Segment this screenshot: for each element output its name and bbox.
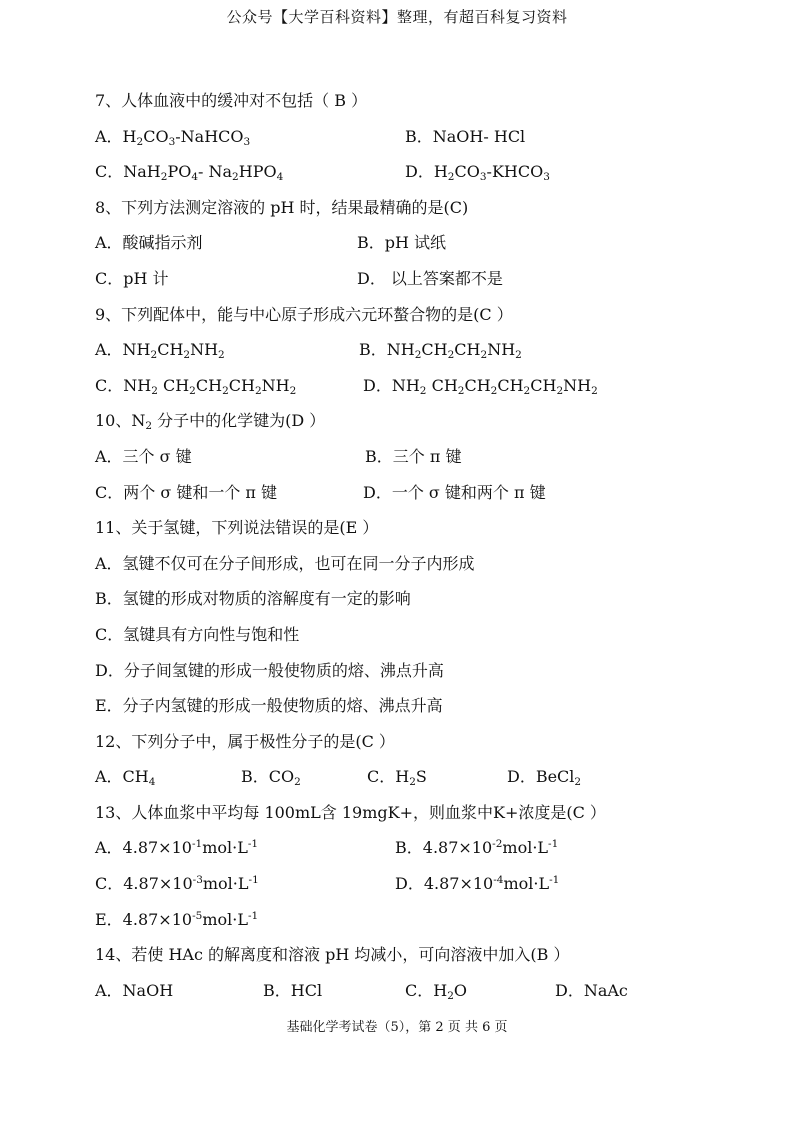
q13-stem: 13、人体血浆中平均每 100mL含 19mgK+，则血浆中K+浓度是(C ） bbox=[95, 802, 606, 822]
q8-option-a: A．酸碱指示剂 bbox=[95, 233, 203, 253]
exam-content bbox=[95, 83, 715, 1008]
q12-stem: 12、下列分子中，属于极性分子的是(C ） bbox=[95, 731, 395, 751]
q9-option-a: A．$NH_2CH_2NH_2$ bbox=[95, 340, 225, 362]
q13-option-d: D．$4.87\times 10^{-4}mol\cdot L^{-1}$ bbox=[395, 874, 560, 894]
option-row bbox=[95, 261, 715, 297]
page-footer: 基础化学考试卷（5），第 2 页 共 6 页 bbox=[286, 1020, 508, 1035]
q9-option-d: D．$NH_2$ $CH_2CH_2CH_2CH_2NH_2$ bbox=[363, 375, 598, 397]
option-row bbox=[95, 973, 715, 1009]
q10-option-c: C．两个 σ 键和一个 π 键 bbox=[95, 482, 278, 502]
option-row bbox=[95, 368, 715, 404]
q7-option-a: A．$H_2CO_3-NaHCO_3$ bbox=[95, 126, 251, 148]
q11-option-e: E．分子内氢键的形成一般使物质的熔、沸点升高 bbox=[95, 696, 443, 716]
option-row bbox=[95, 439, 715, 475]
option-row bbox=[95, 688, 715, 724]
question-stem bbox=[95, 795, 715, 831]
option-row bbox=[95, 546, 715, 582]
q14-option-d: D．NaAc bbox=[555, 980, 628, 1000]
option-row bbox=[95, 653, 715, 689]
q8-option-d: D． 以上答案都不是 bbox=[357, 268, 503, 288]
option-row bbox=[95, 830, 715, 866]
q12-option-a: A．$CH_4$ bbox=[95, 767, 156, 789]
q8-stem: 8、下列方法测定溶液的 pH 时，结果最精确的是(C) bbox=[95, 197, 469, 217]
q10-option-b: B．三个 π 键 bbox=[365, 446, 462, 466]
option-row bbox=[95, 581, 715, 617]
page-header: 公众号【大学百科资料】整理，有超百科复习资料 bbox=[226, 8, 568, 26]
option-row bbox=[95, 759, 715, 795]
question-stem bbox=[95, 83, 715, 119]
q8-option-b: B．pH 试纸 bbox=[357, 233, 447, 253]
q14-stem: 14、若使 HAc 的解离度和溶液 pH 均减小，可向溶液中加入(B ） bbox=[95, 945, 570, 965]
option-row bbox=[95, 617, 715, 653]
q12-option-c: C．$H_2S$ bbox=[367, 767, 427, 789]
q11-option-a: A．氢键不仅可在分子间形成，也可在同一分子内形成 bbox=[95, 553, 475, 573]
q13-option-b: B．$4.87\times 10^{-2}mol\cdot L^{-1}$ bbox=[395, 838, 559, 858]
q10-stem: 10、$N_2$ 分子中的化学键为(D ） bbox=[95, 411, 326, 433]
q7-stem: 7、人体血液中的缓冲对不包括（ B ） bbox=[95, 91, 368, 110]
q14-option-b: B．HCl bbox=[263, 980, 323, 1000]
question-stem bbox=[95, 937, 715, 973]
q9-option-b: B．$NH_2CH_2CH_2NH_2$ bbox=[359, 340, 522, 362]
q8-option-c: C．pH 计 bbox=[95, 268, 169, 288]
q14-option-a: A．NaOH bbox=[95, 980, 174, 1000]
q7-option-b: B．NaOH- HCl bbox=[405, 126, 526, 146]
question-stem bbox=[95, 724, 715, 760]
question-stem bbox=[95, 403, 715, 439]
q11-stem: 11、关于氢键，下列说法错误的是(E ） bbox=[95, 518, 379, 538]
q13-option-c: C．$4.87\times 10^{-3}mol\cdot L^{-1}$ bbox=[95, 874, 259, 894]
q9-option-c: C．$NH_2$ $CH_2CH_2CH_2NH_2$ bbox=[95, 375, 297, 397]
question-stem bbox=[95, 297, 715, 333]
question-stem bbox=[95, 510, 715, 546]
option-row bbox=[95, 866, 715, 902]
question-stem bbox=[95, 190, 715, 226]
q12-option-d: D．BeCl$_2$ bbox=[507, 767, 582, 789]
q11-option-d: D．分子间氢键的形成一般使物质的熔、沸点升高 bbox=[95, 660, 444, 680]
option-row bbox=[95, 154, 715, 190]
q11-option-c: C．氢键具有方向性与饱和性 bbox=[95, 624, 300, 644]
q10-option-a: A．三个 σ 键 bbox=[95, 446, 192, 466]
q12-option-b: B．$CO_2$ bbox=[241, 767, 301, 789]
option-row bbox=[95, 902, 715, 938]
q10-option-d: D．一个 σ 键和两个 π 键 bbox=[363, 482, 546, 502]
option-row bbox=[95, 332, 715, 368]
option-row bbox=[95, 475, 715, 511]
q13-option-e: E．$4.87\times 10^{-5}mol\cdot L^{-1}$ bbox=[95, 909, 259, 929]
q14-option-c: C．$H_2O$ bbox=[405, 980, 468, 1002]
q9-stem: 9、下列配体中，能与中心原子形成六元环螯合物的是(C ） bbox=[95, 304, 513, 324]
q11-option-b: B．氢键的形成对物质的溶解度有一定的影响 bbox=[95, 589, 411, 609]
q13-option-a: A．$4.87\times 10^{-1}mol\cdot L^{-1}$ bbox=[95, 838, 259, 858]
option-row bbox=[95, 119, 715, 155]
q7-option-d: D．$H_2CO_3-KHCO_3$ bbox=[405, 162, 550, 184]
q7-option-c: C．$NaH_2PO_4-$ $Na_2HPO_4$ bbox=[95, 162, 284, 184]
option-row bbox=[95, 225, 715, 261]
